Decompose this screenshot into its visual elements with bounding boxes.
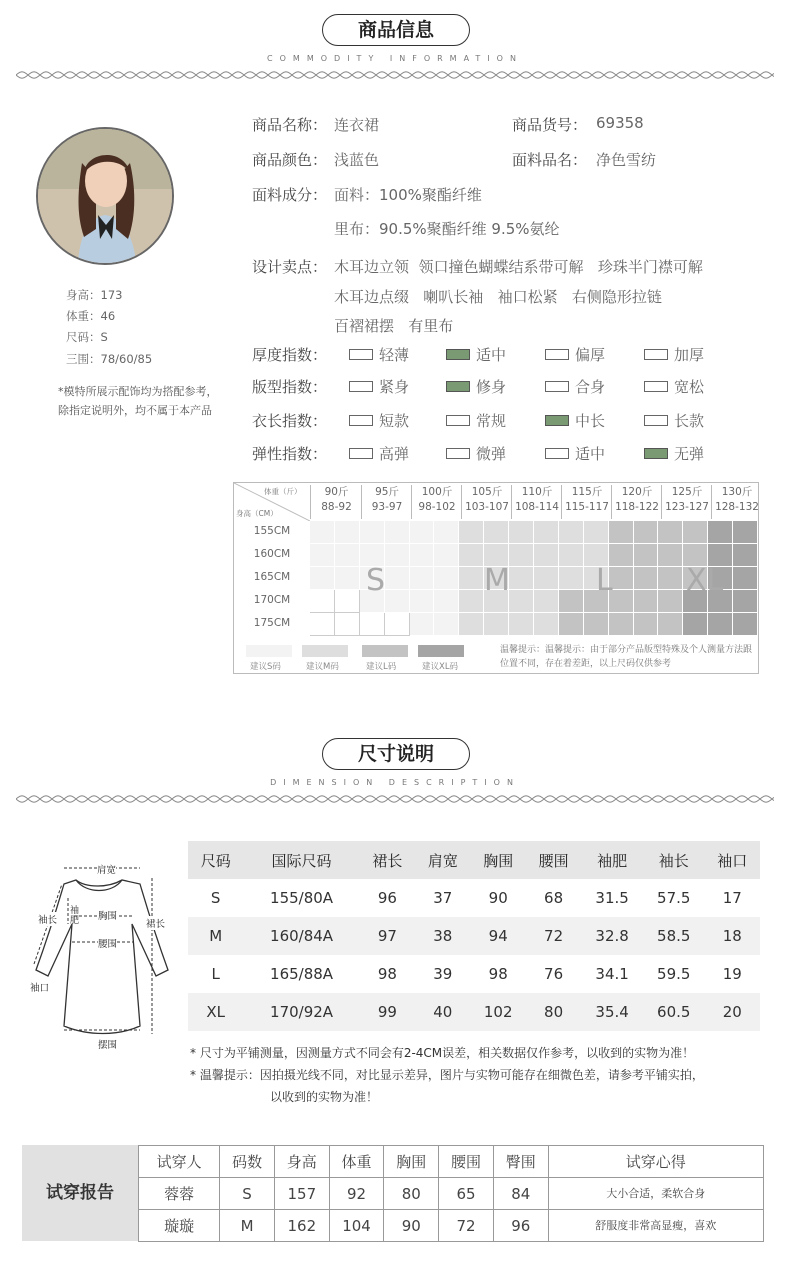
weight-kg: 123-127: [665, 501, 709, 513]
index-checkbox: [349, 381, 373, 392]
trial-report-label: 试穿报告: [22, 1145, 138, 1241]
diagram-label: 腰围: [98, 936, 117, 950]
size-grid-cell: [434, 613, 459, 636]
product-name-label: 商品名称：: [252, 116, 328, 134]
trial-cell: M: [220, 1210, 275, 1242]
trial-cell: 104: [329, 1210, 384, 1242]
weight-kg: 93-97: [371, 501, 403, 513]
wave-divider: [16, 70, 774, 80]
index-checkbox: [545, 349, 569, 360]
size-grid-cell: [410, 590, 435, 613]
index-checkbox: [446, 415, 470, 426]
dimension-cell: 76: [544, 965, 564, 983]
size-chart: [233, 482, 759, 674]
size-grid-cell: [310, 590, 335, 613]
index-checkbox: [446, 448, 470, 459]
trial-row: [139, 1178, 764, 1210]
size-grid-cell: [459, 521, 484, 544]
index-option: 紧身: [379, 378, 410, 396]
weight-jin: 130斤: [721, 486, 753, 498]
dimension-section-subtitle: DIMENSION DESCRIPTION: [270, 778, 520, 787]
index-option: 高弹: [379, 445, 410, 463]
model-height: 身高：173: [66, 288, 123, 302]
weight-kg: 88-92: [321, 501, 352, 513]
height-row-header: 175CM: [253, 617, 291, 629]
height-row-header: 165CM: [253, 571, 291, 583]
weight-kg: 115-117: [565, 501, 609, 513]
size-grid-cell: [733, 521, 758, 544]
size-grid-cell: [310, 613, 335, 636]
size-grid-cell: [310, 521, 335, 544]
index-option: 适中: [476, 346, 507, 364]
dimension-header: 腰围: [526, 841, 581, 879]
trial-header: 臀围: [493, 1146, 548, 1178]
size-grid-cell: [459, 590, 484, 613]
legend-label: 建议XL码: [422, 662, 459, 672]
dimension-cell: M: [188, 917, 243, 955]
size-grid-cell: [385, 590, 410, 613]
index-option: 适中: [575, 445, 606, 463]
size-chart-tip: 温馨提示：温馨提示：由于部分产品版型特殊及个人测量方法跟位置不同，存在着差距，以上尺码仅供参考: [500, 645, 753, 669]
product-color: 浅蓝色: [334, 151, 380, 169]
size-grid-cell: [609, 521, 634, 544]
weight-kg: 103-107: [465, 501, 509, 513]
weight-kg: 118-122: [615, 501, 659, 513]
trial-cell: 65: [439, 1178, 494, 1210]
size-zone-letter: M: [484, 563, 510, 598]
legend-swatch: [246, 645, 292, 657]
index-option: 常规: [476, 412, 507, 430]
dimension-cell: 17: [722, 889, 742, 907]
dimension-cell: L: [211, 965, 220, 983]
diagram-label: 胸围: [98, 908, 117, 922]
index-option: 无弹: [674, 445, 705, 463]
size-grid-cell: [534, 544, 559, 567]
dimension-cell: 40: [415, 993, 470, 1031]
weight-jin: 105斤: [471, 486, 503, 498]
dimension-cell: 20: [705, 993, 760, 1031]
index-checkbox: [446, 381, 470, 392]
index-option: 合身: [575, 378, 606, 396]
size-grid-cell: [634, 613, 659, 636]
product-name: 连衣裙: [334, 116, 380, 134]
legend-label: 建议M码: [306, 662, 339, 672]
size-grid-cell: [534, 590, 559, 613]
index-checkbox: [545, 415, 569, 426]
weight-jin: 125斤: [671, 486, 703, 498]
product-color-label: 商品颜色：: [252, 151, 328, 169]
weight-column-header: [561, 485, 612, 519]
weight-column-header: [310, 485, 362, 519]
weight-jin: 90斤: [324, 486, 349, 498]
dimension-row: [188, 879, 760, 917]
model-measurements: 三围：78/60/85: [66, 352, 153, 366]
diagram-label: 袖口: [30, 980, 49, 994]
size-grid-cell: [658, 521, 683, 544]
index-option: 微弹: [476, 445, 507, 463]
dimension-cell: 59.5: [657, 965, 691, 983]
model-avatar: [36, 127, 174, 265]
dimension-cell: 37: [433, 889, 453, 907]
dimension-cell: 80: [526, 993, 581, 1031]
design-points-1: 木耳边立领 领口撞色蝴蝶结系带可解 珍珠半门襟可解: [334, 258, 703, 276]
trial-header: 身高: [274, 1146, 329, 1178]
weight-jin: 115斤: [571, 486, 603, 498]
size-grid-cell: [559, 521, 584, 544]
weight-column-header: [611, 485, 662, 519]
size-grid-cell: [559, 590, 584, 613]
footnote-color-cont: 以收到的实物为准！: [270, 1090, 379, 1104]
size-grid-cell: [434, 590, 459, 613]
weight-column-header: [361, 485, 412, 519]
size-grid-cell: [434, 544, 459, 567]
index-option: 短款: [379, 412, 410, 430]
size-grid-cell: [459, 613, 484, 636]
index-checkbox: [644, 415, 668, 426]
trial-cell: 157: [274, 1178, 329, 1210]
dimension-cell: 96: [377, 889, 397, 907]
size-grid-cell: [534, 613, 559, 636]
trial-row: [139, 1210, 764, 1242]
diagram-label: 摆围: [98, 1037, 117, 1051]
size-grid-cell: [410, 613, 435, 636]
dimension-header: 裙长: [360, 841, 415, 879]
size-grid-cell: [733, 590, 758, 613]
trial-header: 腰围: [439, 1146, 494, 1178]
size-grid-cell: [658, 567, 683, 590]
size-grid-cell: [385, 613, 410, 636]
corner-height-label: 身高（CM）: [236, 509, 278, 518]
trial-cell: 92: [329, 1178, 384, 1210]
weight-kg: 128-132: [715, 501, 759, 513]
trial-header: 试穿人: [139, 1146, 220, 1178]
size-grid-cell: [658, 544, 683, 567]
dimension-cell: 58.5: [643, 917, 705, 955]
size-grid-cell: [410, 544, 435, 567]
size-grid-cell: [509, 567, 534, 590]
dimension-table: [188, 841, 760, 1031]
index-label: 弹性指数：: [252, 445, 328, 463]
footnote-measurement: * 尺寸为平铺测量，因测量方式不同会有2-4CM误差，相关数据仅作参考，以收到的实物为准！: [190, 1046, 695, 1060]
size-grid-cell: [559, 544, 584, 567]
weight-jin: 110斤: [521, 486, 553, 498]
size-grid-cell: [434, 521, 459, 544]
index-label: 版型指数：: [252, 378, 328, 396]
diagram-label: 裙长: [146, 916, 165, 930]
trial-cell: 大小合适，柔软合身: [548, 1178, 763, 1210]
dimension-cell: 102: [471, 993, 526, 1031]
dimension-cell: 31.5: [595, 889, 629, 907]
weight-jin: 120斤: [621, 486, 653, 498]
dimension-cell: 97: [360, 917, 415, 955]
weight-column-header: [661, 485, 712, 519]
legend-label: 建议S码: [250, 662, 281, 672]
size-grid-cell: [634, 567, 659, 590]
dimension-header: 国际尺码: [243, 841, 359, 879]
dimension-cell: 34.1: [595, 965, 629, 983]
dimension-cell: 38: [415, 917, 470, 955]
dimension-section-title: 尺寸说明: [322, 738, 470, 770]
trial-cell: S: [220, 1178, 275, 1210]
size-grid-cell: [559, 613, 584, 636]
index-option: 加厚: [674, 346, 705, 364]
trial-header-row: [139, 1146, 764, 1178]
weight-column-header: [511, 485, 562, 519]
info-section-subtitle: COMMODITY INFORMATION: [267, 54, 523, 63]
size-zone-letter: L: [596, 563, 613, 598]
trial-report-table: [138, 1145, 764, 1242]
legend-label: 建议L码: [366, 662, 397, 672]
height-row-header: 160CM: [253, 548, 291, 560]
size-grid-cell: [335, 544, 360, 567]
dimension-header: 袖口: [705, 841, 760, 879]
dimension-header: 肩宽: [415, 841, 470, 879]
weight-column-header: [411, 485, 462, 519]
size-grid-cell: [335, 613, 360, 636]
trial-cell: 璇璇: [139, 1210, 220, 1242]
composition-label: 面料成分：: [252, 186, 328, 204]
composition-lining: 里布：90.5%聚酯纤维 9.5%氨纶: [334, 220, 560, 238]
size-grid-cell: [410, 567, 435, 590]
dimension-cell: 68: [544, 889, 564, 907]
dimension-cell: 35.4: [581, 993, 643, 1031]
size-zone-letter: XL: [686, 563, 724, 598]
size-grid-cell: [584, 613, 609, 636]
size-grid-cell: [410, 521, 435, 544]
dimension-cell: 165/88A: [270, 965, 334, 983]
size-grid-cell: [658, 613, 683, 636]
legend-swatch: [302, 645, 348, 657]
trial-cell: 72: [439, 1210, 494, 1242]
size-grid-cell: [484, 613, 509, 636]
corner-weight-label: 体重（斤）: [264, 487, 302, 496]
index-label: 衣长指数：: [252, 412, 328, 430]
dimension-cell: S: [210, 889, 221, 907]
size-grid-cell: [559, 567, 584, 590]
weight-kg: 98-102: [418, 501, 456, 513]
size-grid-cell: [459, 544, 484, 567]
weight-column-header: [711, 485, 762, 519]
design-points-2: 木耳边点缀 喇叭长袖 袖口松紧 右侧隐形拉链: [334, 288, 662, 306]
trial-cell: 90: [384, 1210, 439, 1242]
size-grid-cell: [385, 521, 410, 544]
design-label: 设计卖点：: [252, 258, 328, 276]
index-checkbox: [644, 381, 668, 392]
design-points-3: 百褶裙摆 有里布: [334, 317, 454, 335]
index-checkbox: [644, 349, 668, 360]
footnote-color: * 温馨提示：因拍摄光线不同，对比显示差异，图片与实物可能存在细微色差，请参考平铺实拍，: [190, 1068, 704, 1082]
legend-swatch: [418, 645, 464, 657]
trial-header: 码数: [220, 1146, 275, 1178]
size-grid-cell: [708, 613, 733, 636]
dimension-cell: 98: [488, 965, 508, 983]
index-option: 偏厚: [575, 346, 606, 364]
fabric-name: 净色雪纺: [596, 151, 657, 169]
dimension-cell: 72: [526, 917, 581, 955]
dress-measurement-diagram: [28, 858, 178, 1048]
trial-cell: 蓉蓉: [139, 1178, 220, 1210]
size-grid-cell: [534, 521, 559, 544]
size-grid-cell: [385, 567, 410, 590]
index-checkbox: [446, 349, 470, 360]
dimension-cell: XL: [188, 993, 243, 1031]
size-grid-cell: [335, 590, 360, 613]
dimension-row: [188, 917, 760, 955]
dimension-cell: 98: [377, 965, 397, 983]
size-grid-cell: [509, 590, 534, 613]
weight-kg: 108-114: [515, 501, 559, 513]
index-checkbox: [349, 448, 373, 459]
size-grid-cell: [509, 521, 534, 544]
index-checkbox: [349, 349, 373, 360]
size-grid-cell: [733, 567, 758, 590]
diagram-label: 袖长: [38, 912, 57, 926]
size-grid-cell: [434, 567, 459, 590]
height-row-header: 155CM: [253, 525, 291, 537]
size-zone-letter: S: [366, 563, 386, 598]
dimension-cell: 155/80A: [270, 889, 334, 907]
trial-header: 胸围: [384, 1146, 439, 1178]
trial-cell: 96: [493, 1210, 548, 1242]
height-row-header: 170CM: [253, 594, 291, 606]
index-option: 宽松: [674, 378, 705, 396]
dimension-cell: 18: [705, 917, 760, 955]
index-checkbox: [545, 381, 569, 392]
dimension-cell: 170/92A: [243, 993, 359, 1031]
size-grid-cell: [634, 590, 659, 613]
size-grid-cell: [733, 544, 758, 567]
index-checkbox: [349, 415, 373, 426]
index-option: 修身: [476, 378, 507, 396]
size-grid-cell: [609, 613, 634, 636]
dimension-header: 袖长: [643, 841, 705, 879]
dimension-header: 尺码: [188, 841, 243, 879]
size-grid-cell: [509, 613, 534, 636]
weight-jin: 95斤: [375, 486, 399, 498]
model-size: 尺码：S: [66, 330, 108, 344]
weight-column-header: [461, 485, 512, 519]
model-accessory-note: *模特所展示配饰均为搭配参考，除指定说明外，均不属于本产品: [58, 385, 218, 417]
size-grid-cell: [310, 567, 335, 590]
wave-divider: [16, 794, 774, 804]
legend-swatch: [362, 645, 408, 657]
index-option: 轻薄: [379, 346, 410, 364]
size-grid-cell: [534, 567, 559, 590]
product-code-label: 商品货号：: [512, 116, 588, 134]
trial-cell: 162: [274, 1210, 329, 1242]
diagram-label: 袖肥: [70, 906, 80, 926]
size-grid-cell: [484, 521, 509, 544]
dimension-row: [188, 955, 760, 993]
product-code: 69358: [596, 114, 644, 132]
size-grid-cell: [584, 521, 609, 544]
trial-cell: 84: [493, 1178, 548, 1210]
weight-jin: 100斤: [421, 486, 453, 498]
size-grid-cell: [634, 544, 659, 567]
model-weight: 体重：46: [66, 309, 116, 323]
trial-header: 试穿心得: [548, 1146, 763, 1178]
dimension-cell: 60.5: [643, 993, 705, 1031]
size-grid-cell: [335, 567, 360, 590]
dimension-cell: 57.5: [657, 889, 691, 907]
diagram-label: 肩宽: [97, 862, 116, 876]
size-grid-cell: [385, 544, 410, 567]
size-grid-cell: [335, 521, 360, 544]
size-grid-cell: [683, 613, 708, 636]
dimension-cell: 19: [722, 965, 742, 983]
dimension-header: 袖肥: [581, 841, 643, 879]
dimension-cell: 39: [433, 965, 453, 983]
dimension-cell: 32.8: [581, 917, 643, 955]
dimension-cell: 99: [360, 993, 415, 1031]
index-checkbox: [644, 448, 668, 459]
composition-shell: 面料：100%聚酯纤维: [334, 186, 482, 204]
size-grid-cell: [683, 521, 708, 544]
dimension-row: [188, 993, 760, 1031]
size-grid-cell: [360, 613, 385, 636]
index-label: 厚度指数：: [252, 346, 328, 364]
trial-cell: 80: [384, 1178, 439, 1210]
size-grid-cell: [509, 544, 534, 567]
size-grid-cell: [733, 613, 758, 636]
size-grid-cell: [310, 544, 335, 567]
index-option: 长款: [674, 412, 705, 430]
dimension-header: 胸围: [471, 841, 526, 879]
size-grid-cell: [658, 590, 683, 613]
size-grid-cell: [360, 521, 385, 544]
dimension-cell: 90: [488, 889, 508, 907]
index-option: 中长: [575, 412, 606, 430]
info-section-title: 商品信息: [322, 14, 470, 46]
trial-header: 体重: [329, 1146, 384, 1178]
dimension-cell: 94: [471, 917, 526, 955]
trial-cell: 舒服度非常高显瘦，喜欢: [548, 1210, 763, 1242]
dimension-cell: 160/84A: [243, 917, 359, 955]
fabric-name-label: 面料品名：: [512, 151, 588, 169]
size-grid-cell: [634, 521, 659, 544]
size-grid-cell: [459, 567, 484, 590]
index-checkbox: [545, 448, 569, 459]
size-grid-cell: [708, 521, 733, 544]
